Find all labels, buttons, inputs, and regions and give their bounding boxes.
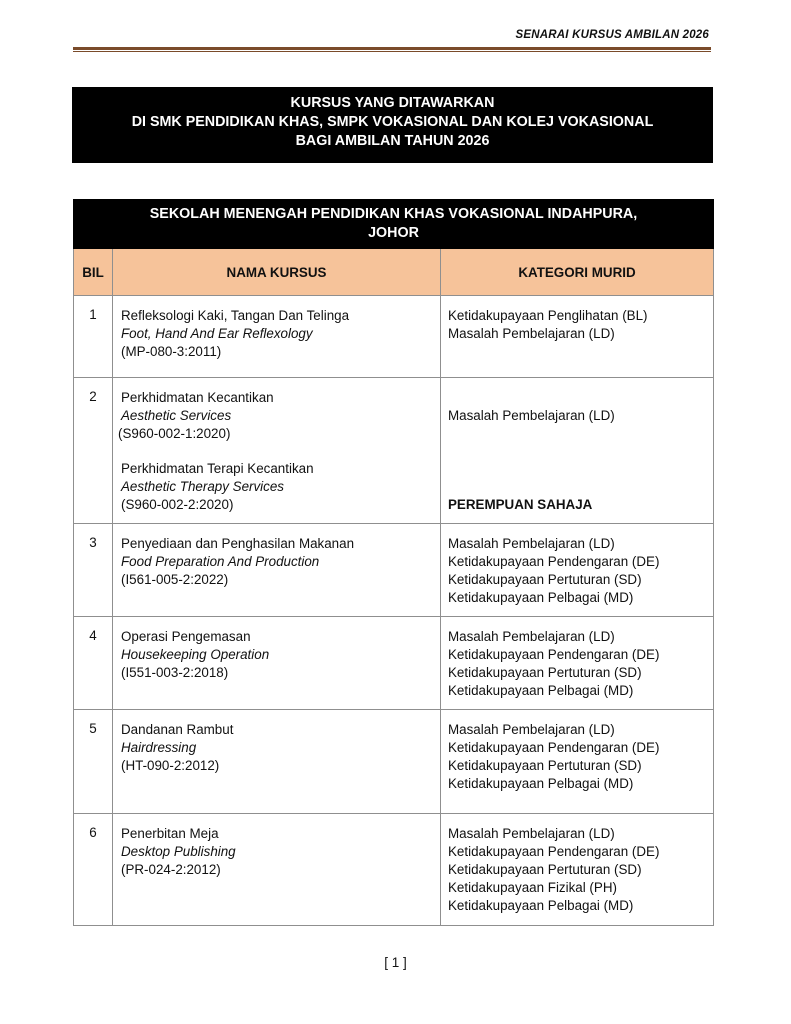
course-name-ms: Perkhidmatan Terapi Kecantikan — [121, 461, 314, 476]
course-name-ms: Refleksologi Kaki, Tangan Dan Telinga — [121, 308, 350, 323]
course-code: (PR-024-2:2012) — [121, 862, 221, 877]
course-name-en: Aesthetic Services — [121, 408, 232, 423]
course-code: (S960-002-2:2020) — [121, 497, 234, 512]
course-name-ms: Operasi Pengemasan — [121, 629, 251, 644]
course-cell — [113, 814, 441, 926]
row-number: 6 — [74, 814, 113, 926]
courses-table — [73, 199, 714, 926]
table-row — [74, 296, 714, 378]
course-cell — [113, 524, 441, 617]
category-item: Ketidakupayaan Penglihatan (BL) — [448, 308, 648, 323]
school-name — [74, 200, 714, 249]
header-rule-thick — [73, 47, 711, 50]
category-item: Ketidakupayaan Pendengaran (DE) — [448, 554, 660, 569]
course-name-en: Desktop Publishing — [121, 844, 236, 859]
table-row — [74, 378, 714, 524]
category-item: Ketidakupayaan Pendengaran (DE) — [448, 844, 660, 859]
category-item: Ketidakupayaan Pertuturan (SD) — [448, 862, 642, 877]
category-cell — [441, 710, 714, 814]
category-item: Ketidakupayaan Pelbagai (MD) — [448, 776, 634, 791]
category-item: Ketidakupayaan Pertuturan (SD) — [448, 572, 642, 587]
page-number: [ 1 ] — [384, 955, 407, 970]
course-name-en: Foot, Hand And Ear Reflexology — [121, 326, 313, 341]
course-name-ms: Penyediaan dan Penghasilan Makanan — [121, 536, 355, 551]
category-item: Masalah Pembelajaran (LD) — [448, 326, 615, 341]
category-cell — [441, 814, 714, 926]
course-name-ms: Penerbitan Meja — [121, 826, 219, 841]
course-code: (S960-002-1:2020) — [118, 426, 231, 441]
column-header-bil: BIL — [74, 249, 113, 296]
course-name-en: Housekeeping Operation — [121, 647, 270, 662]
course-code: (I551-003-2:2018) — [121, 665, 229, 680]
category-item: Masalah Pembelajaran (LD) — [448, 408, 615, 423]
category-item: Ketidakupayaan Pelbagai (MD) — [448, 898, 634, 913]
row-number: 3 — [74, 524, 113, 617]
category-item: Ketidakupayaan Pendengaran (DE) — [448, 647, 660, 662]
column-header-nama-kursus: NAMA KURSUS — [113, 249, 441, 296]
gender-note: PEREMPUAN SAHAJA — [448, 497, 593, 512]
title-line: KURSUS YANG DITAWARKAN — [290, 95, 495, 111]
row-number: 2 — [74, 378, 113, 524]
course-name-ms: Dandanan Rambut — [121, 722, 234, 737]
course-cell — [113, 617, 441, 710]
course-name-en: Hairdressing — [121, 740, 197, 755]
category-cell — [441, 617, 714, 710]
school-name-line: SEKOLAH MENENGAH PENDIDIKAN KHAS VOKASIONAL INDAHPURA, — [149, 206, 638, 222]
course-name-ms: Perkhidmatan Kecantikan — [121, 390, 274, 405]
course-code: (I561-005-2:2022) — [121, 572, 229, 587]
school-name-line: JOHOR — [368, 225, 419, 241]
category-item: Masalah Pembelajaran (LD) — [448, 826, 615, 841]
running-header: SENARAI KURSUS AMBILAN 2026 — [515, 29, 709, 41]
category-item: Ketidakupayaan Pertuturan (SD) — [448, 665, 642, 680]
category-item: Ketidakupayaan Pelbagai (MD) — [448, 590, 634, 605]
title-line: BAGI AMBILAN TAHUN 2026 — [295, 133, 490, 149]
row-number: 4 — [74, 617, 113, 710]
column-header-row — [74, 249, 714, 296]
category-item: Masalah Pembelajaran (LD) — [448, 629, 615, 644]
course-code: (HT-090-2:2012) — [121, 758, 220, 773]
category-item: Ketidakupayaan Pertuturan (SD) — [448, 758, 642, 773]
category-item: Ketidakupayaan Pelbagai (MD) — [448, 683, 634, 698]
table-row — [74, 524, 714, 617]
course-code: (MP-080-3:2011) — [121, 344, 222, 359]
category-cell — [441, 524, 714, 617]
category-item: Masalah Pembelajaran (LD) — [448, 722, 615, 737]
document-title — [72, 87, 713, 163]
table-row — [74, 814, 714, 926]
category-cell — [441, 378, 714, 524]
category-cell — [441, 296, 714, 378]
course-name-en: Aesthetic Therapy Services — [121, 479, 284, 494]
category-item: Ketidakupayaan Fizikal (PH) — [448, 880, 617, 895]
row-number: 5 — [74, 710, 113, 814]
course-cell — [113, 378, 441, 524]
row-number: 1 — [74, 296, 113, 378]
table-row — [74, 710, 714, 814]
title-line: DI SMK PENDIDIKAN KHAS, SMPK VOKASIONAL DAN KOLEJ VOKASIONAL — [131, 114, 654, 130]
course-cell — [113, 710, 441, 814]
course-cell — [113, 296, 441, 378]
header-rule-thin — [73, 51, 711, 52]
category-item: Masalah Pembelajaran (LD) — [448, 536, 615, 551]
category-item: Ketidakupayaan Pendengaran (DE) — [448, 740, 660, 755]
table-row — [74, 617, 714, 710]
column-header-kategori-murid: KATEGORI MURID — [441, 249, 714, 296]
course-name-en: Food Preparation And Production — [121, 554, 320, 569]
